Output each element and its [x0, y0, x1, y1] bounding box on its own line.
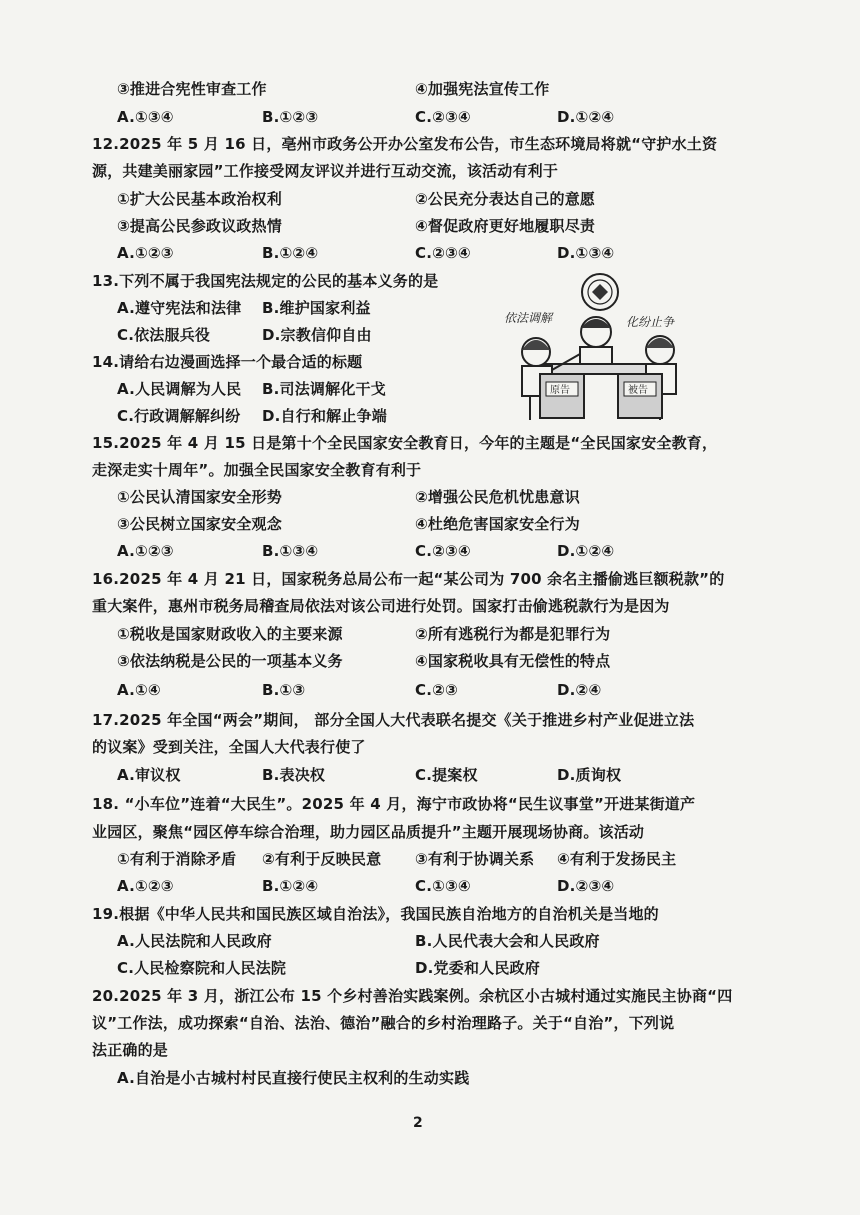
- q15-option-3: ③公民树立国家安全观念: [117, 515, 282, 533]
- q17-stem-line1: 17.2025 年全国“两会”期间， 部分全国人大代表联名提交《关于推进乡村产业促进立法: [92, 711, 695, 729]
- q12-option-1: ①扩大公民基本政治权利: [117, 190, 282, 208]
- q13-choice-a: A.遵守宪法和法律: [117, 299, 242, 317]
- q19-choice-b: B.人民代表大会和人民政府: [415, 932, 600, 950]
- q11-choice-b: B.①②③: [262, 108, 319, 126]
- q12-option-4: ④督促政府更好地履职尽责: [415, 217, 596, 235]
- q14-choice-c: C.行政调解解纠纷: [117, 407, 241, 425]
- q18-choice-d: D.②③④: [557, 877, 615, 895]
- q11-choice-c: C.②③④: [415, 108, 471, 126]
- q12-choice-c: C.②③④: [415, 244, 471, 262]
- q15-option-1: ①公民认清国家安全形势: [117, 488, 282, 506]
- q18-option-1: ①有利于消除矛盾: [117, 850, 237, 868]
- q14-choice-b: B.司法调解化干戈: [262, 380, 386, 398]
- cartoon-caption-right: 化纷止争: [626, 315, 675, 329]
- q18-stem-line1: 18. “小车位”连着“大民生”。2025 年 4 月，海宁市政协将“民生议事堂”开进某街道产: [92, 795, 696, 813]
- q20-choice-a: A.自治是小古城村村民直接行使民主权利的生动实践: [117, 1069, 470, 1087]
- q18-choice-a: A.①②③: [117, 877, 174, 895]
- q16-choice-c: C.②③: [415, 681, 458, 699]
- q13-choice-d: D.宗教信仰自由: [262, 326, 372, 344]
- q12-choice-a: A.①②③: [117, 244, 174, 262]
- q17-choice-b: B.表决权: [262, 766, 326, 784]
- q12-choice-b: B.①②④: [262, 244, 319, 262]
- q14-stem: 14.请给右边漫画选择一个最合适的标题: [92, 353, 363, 371]
- q20-stem-line3: 法正确的是: [92, 1041, 169, 1059]
- q11-choice-a: A.①③④: [117, 108, 174, 126]
- q17-choice-d: D.质询权: [557, 766, 622, 784]
- q17-choice-a: A.审议权: [117, 766, 181, 784]
- q19-choice-c: C.人民检察院和人民法院: [117, 959, 287, 977]
- q14-choice-d: D.自行和解止争端: [262, 407, 387, 425]
- q12-option-3: ③提高公民参政议政热情: [117, 217, 282, 235]
- q16-option-1: ①税收是国家财政收入的主要来源: [117, 625, 343, 643]
- q12-stem-line1: 12.2025 年 5 月 16 日，亳州市政务公开办公室发布公告，市生态环境局将就“守护水土资: [92, 135, 718, 153]
- q16-stem-line1: 16.2025 年 4 月 21 日，国家税务总局公布一起“某公司为 700 余名主播偷逃巨额税款”的: [92, 570, 725, 588]
- q20-stem-line2: 议”工作法，成功探索“自治、法治、德治”融合的乡村治理路子。关于“自治”，下列说: [92, 1014, 675, 1032]
- q19-choice-d: D.党委和人民政府: [415, 959, 540, 977]
- q18-choice-c: C.①③④: [415, 877, 471, 895]
- q13-choice-c: C.依法服兵役: [117, 326, 211, 344]
- q14-choice-a: A.人民调解为人民: [117, 380, 242, 398]
- q19-stem: 19.根据《中华人民共和国民族区域自治法》，我国民族自治地方的自治机关是当地的: [92, 905, 659, 923]
- q18-option-3: ③有利于协调关系: [415, 850, 535, 868]
- q16-choice-b: B.①③: [262, 681, 306, 699]
- q13-stem: 13.下列不属于我国宪法规定的公民的基本义务的是: [92, 272, 439, 290]
- q20-stem-line1: 20.2025 年 3 月，浙江公布 15 个乡村善治实践案例。余杭区小古城村通过实施民主协商“四: [92, 987, 733, 1005]
- q15-choice-d: D.①②④: [557, 542, 615, 560]
- q15-option-4: ④杜绝危害国家安全行为: [415, 515, 580, 533]
- q11-choice-d: D.①②④: [557, 108, 615, 126]
- q16-choice-a: A.①④: [117, 681, 161, 699]
- q19-choice-a: A.人民法院和人民政府: [117, 932, 272, 950]
- q18-option-2: ②有利于反映民意: [262, 850, 382, 868]
- q16-option-3: ③依法纳税是公民的一项基本义务: [117, 652, 343, 670]
- q18-choice-b: B.①②④: [262, 877, 319, 895]
- q11-option-3: ③推进合宪性审查工作: [117, 80, 267, 98]
- q12-choice-d: D.①③④: [557, 244, 615, 262]
- cartoon-box-left-label: 原告: [550, 385, 570, 396]
- q13-choice-b: B.维护国家利益: [262, 299, 371, 317]
- q18-option-4: ④有利于发扬民主: [557, 850, 677, 868]
- q15-choice-b: B.①③④: [262, 542, 319, 560]
- page-number: 2: [413, 1115, 423, 1131]
- q15-choice-a: A.①②③: [117, 542, 174, 560]
- q15-stem-line1: 15.2025 年 4 月 15 日是第十个全民国家安全教育日，今年的主题是“全民国家安全教育，: [92, 434, 718, 452]
- q15-stem-line2: 走深走实十周年”。加强全民国家安全教育有利于: [92, 461, 422, 479]
- q12-option-2: ②公民充分表达自己的意愿: [415, 190, 596, 208]
- q16-option-2: ②所有逃税行为都是犯罪行为: [415, 625, 611, 643]
- q17-choice-c: C.提案权: [415, 766, 478, 784]
- q18-stem-line2: 业园区，聚焦“园区停车综合治理，助力园区品质提升”主题开展现场协商。该活动: [92, 823, 645, 841]
- q12-stem-line2: 源，共建美丽家园”工作接受网友评议并进行互动交流，该活动有利于: [92, 162, 559, 180]
- q16-choice-d: D.②④: [557, 681, 602, 699]
- q17-stem-line2: 的议案》受到关注，全国人大代表行使了: [92, 738, 366, 756]
- cartoon-caption-left: 依法调解: [504, 311, 553, 325]
- mediation-cartoon: [500, 270, 690, 428]
- q15-choice-c: C.②③④: [415, 542, 471, 560]
- q15-option-2: ②增强公民危机忧患意识: [415, 488, 580, 506]
- q16-stem-line2: 重大案件，惠州市税务局稽查局依法对该公司进行处罚。国家打击偷逃税款行为是因为: [92, 597, 670, 615]
- q16-option-4: ④国家税收具有无偿性的特点: [415, 652, 611, 670]
- q11-option-4: ④加强宪法宣传工作: [415, 80, 550, 98]
- cartoon-box-right-label: 被告: [628, 385, 648, 396]
